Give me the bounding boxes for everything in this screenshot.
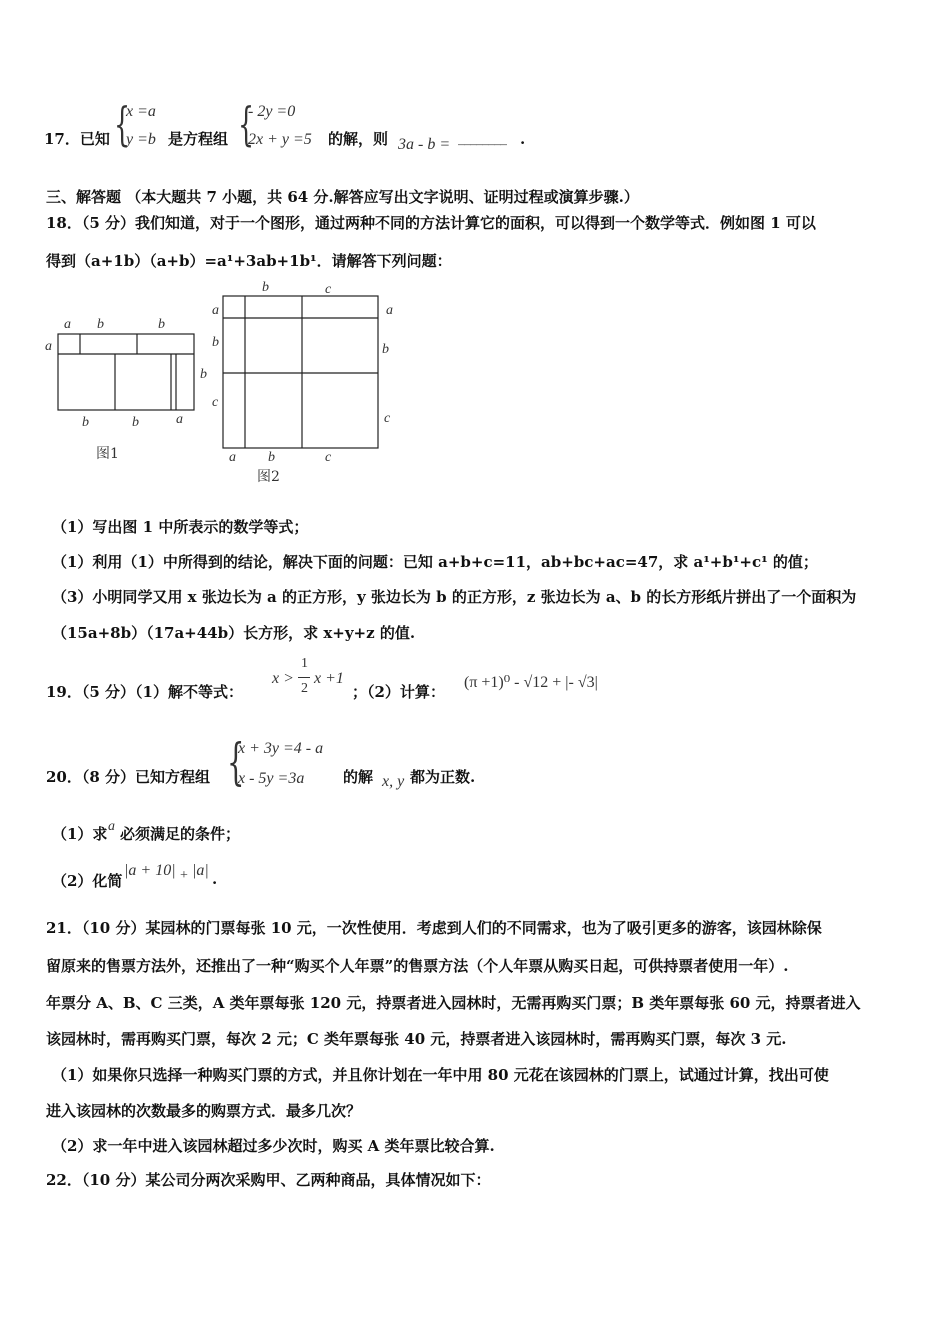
q21-sub1-line2: 进入该园林的次数最多的购票方式．最多几次？	[46, 1102, 362, 1120]
q17-brace-2: {	[238, 97, 255, 151]
figure-1-top-label: a	[64, 317, 71, 332]
q21-sub1-line1: （1）如果你只选择一种购买门票的方式，并且你计划在一年中用 80 元花在该园林的门票上，试通过计算，找出可使	[52, 1066, 829, 1084]
q20-sub2-abs2: |a|	[192, 862, 209, 879]
q20-tail: 都为正数.	[410, 768, 476, 786]
q19-fraction-bar	[298, 677, 310, 678]
figure-1-bottom-label: b	[132, 415, 139, 430]
q21-line2: 留原来的售票方法外，还推出了一种“购买个人年票”的售票方法（个人年票从购买日起，可供持票者使用一年）.	[46, 957, 789, 975]
figure-2-caption: 图2	[257, 469, 280, 485]
figure-2-outer-rect	[223, 296, 378, 448]
figure-1-outer-rect	[58, 334, 194, 410]
q20-sub2-plus: +	[180, 868, 188, 883]
q17-sys2-line2: 2x + y =5	[248, 131, 312, 148]
figure-2-left-label: b	[212, 335, 219, 350]
q17-mid-text: 是方程组	[168, 130, 229, 148]
q19-separator: ；（2）计算：	[352, 683, 445, 701]
q19-calc-expression: (π +1)⁰ - √12 + |- √3|	[464, 674, 598, 691]
q20-sub1-prefix: （1）求	[52, 825, 108, 843]
q21-line3: 年票分 A、B、C 三类，A 类年票每张 120 元，持票者进入园林时，无需再购买门票；B 类年票每张 60 元，持票者进入	[46, 994, 861, 1012]
q19-prefix: 19．（5 分）（1）解不等式：	[46, 683, 243, 701]
figure-1-caption: 图1	[96, 446, 119, 462]
q19-fraction-denominator: 2	[301, 681, 308, 696]
figure-2-bottom-label: c	[325, 450, 332, 465]
q18-sub2: （1）利用（1）中所得到的结论，解决下面的问题：已知 a+b+c=11，ab+bc+ac=47，求 a¹+b¹+c¹ 的值；	[52, 553, 818, 571]
q17-answer-blank: ________	[458, 130, 506, 146]
figure-1-top-label: b	[97, 317, 104, 332]
q19-inequality-left: x >	[272, 670, 294, 687]
q20-sub2-end: .	[212, 870, 218, 888]
figure-2-left-label: a	[212, 303, 219, 318]
figure-2-bottom-label: b	[268, 450, 275, 465]
q21-sub2: （2）求一年中进入该园林超过多少次时，购买 A 类年票比较合算.	[52, 1137, 495, 1155]
section-3-heading: 三、解答题 （本大题共 7 小题，共 64 分.解答应写出文字说明、证明过程或演算步骤.）	[46, 188, 639, 206]
q18-line2: 得到（a+1b）（a+b）=a¹+3ab+1b¹．请解答下列问题：	[46, 252, 452, 270]
figure-2-top-label: c	[325, 282, 332, 297]
figure-2-bottom-label: a	[229, 450, 236, 465]
q21-line1: 21．（10 分）某园林的门票每张 10 元，一次性使用．考虑到人们的不同需求，也为了吸引更多的游客，该园林除保	[46, 919, 822, 937]
q17-brace-1: {	[114, 97, 131, 151]
q20-mid: 的解	[343, 768, 374, 786]
figure-2-right-label: b	[382, 342, 389, 357]
q18-sub3-line1: （3）小明同学又用 x 张边长为 a 的正方形，y 张边长为 b 的正方形，z 张边长为 a、b 的长方形纸片拼出了一个面积为	[52, 588, 857, 606]
figure-1-bottom-label: b	[82, 415, 89, 430]
q17-end: .	[520, 130, 526, 148]
q17-sys1-line2: y =b	[126, 131, 156, 148]
q17-sys1-line1: x =a	[126, 103, 156, 120]
figure-2-right-label: a	[386, 303, 393, 318]
q20-prefix: 20．（8 分）已知方程组	[46, 768, 211, 786]
q20-sub1-text: 必须满足的条件；	[120, 825, 241, 843]
figure-2-top-label: b	[262, 280, 269, 295]
q19-inequality-right: x +1	[314, 670, 344, 687]
q21-line4: 该园林时，需再购买门票，每次 2 元；C 类年票每张 40 元，持票者进入该园林时，需再购买门票，每次 3 元.	[46, 1030, 787, 1048]
q20-sub2-abs1: |a + 10|	[124, 862, 176, 879]
figure-1-top-label: b	[158, 317, 165, 332]
figure-2-left-label: c	[212, 395, 219, 410]
figure-1-right-label: b	[200, 367, 207, 382]
q18-sub1: （1）写出图 1 中所表示的数学等式；	[52, 518, 309, 536]
figure-1-left-label: a	[45, 339, 52, 354]
q18-sub3-line2: （15a+8b）（17a+44b）长方形，求 x+y+z 的值.	[52, 624, 416, 642]
q22-line1: 22．（10 分）某公司分两次采购甲、乙两种商品，具体情况如下：	[46, 1171, 491, 1189]
figure-1	[45, 317, 207, 462]
q20-sys-line2: x - 5y =3a	[238, 770, 305, 787]
figure-2	[212, 280, 393, 485]
q17-expression: 3a - b =	[398, 136, 451, 153]
q19-fraction-numerator: 1	[301, 656, 308, 671]
figure-2-right-label: c	[384, 411, 391, 426]
q20-sub1-var: a	[108, 819, 115, 834]
q17-tail-text: 的解，则	[328, 130, 389, 148]
q20-sys-line1: x + 3y =4 - a	[238, 740, 324, 757]
q17-number: 17．已知	[44, 130, 110, 148]
figure-1-bottom-label: a	[176, 412, 183, 427]
q20-sub2-prefix: （2）化简	[52, 872, 123, 890]
q18-line1: 18．（5 分）我们知道，对于一个图形，通过两种不同的方法计算它的面积，可以得到一个数学等式．例如图 1 可以	[46, 214, 816, 232]
q20-vars: x, y	[382, 773, 405, 790]
q17-sys2-line1: - 2y =0	[248, 103, 296, 120]
q20-brace: {	[227, 733, 245, 791]
